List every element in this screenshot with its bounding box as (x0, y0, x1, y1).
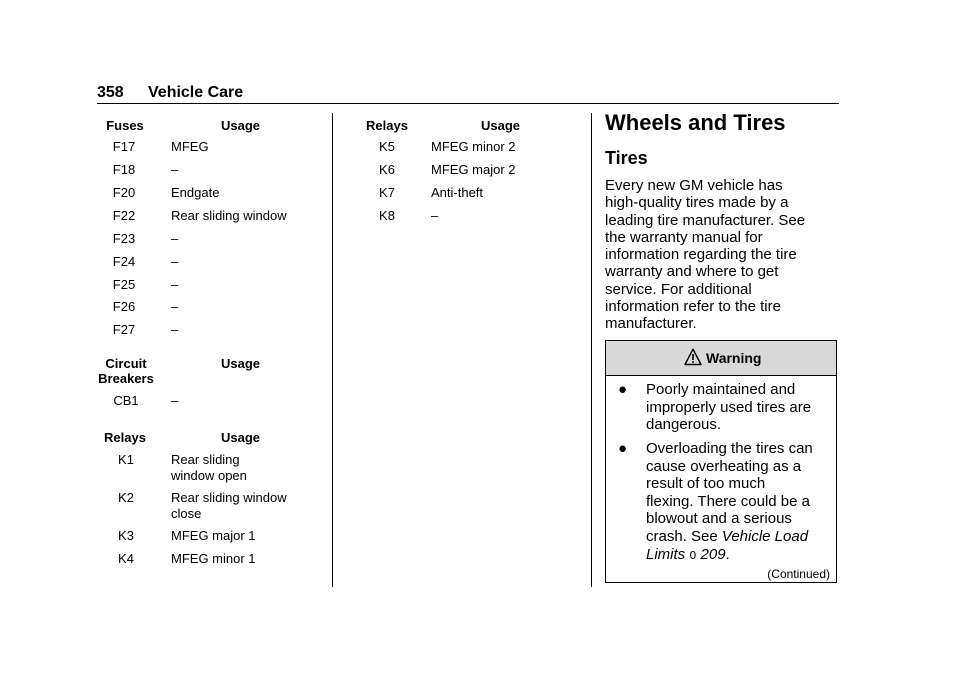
table-row-id: F22 (112, 208, 136, 223)
subsection-heading: Tires (605, 148, 648, 168)
continued-label: (Continued) (767, 567, 830, 581)
table-row-id: K5 (379, 139, 395, 154)
vehicle-load-limits-link[interactable]: Vehicle Load (721, 527, 809, 545)
warning-line: improperly used tires are (646, 398, 812, 416)
table-row-usage: MFEG major 1 (171, 528, 256, 543)
page-ref-icon: 0 (689, 548, 697, 562)
warning-line: Poorly maintained and (646, 381, 796, 398)
warning-line-text: crash. See (646, 527, 722, 545)
warning-label: Warning (706, 350, 762, 366)
column-divider-1 (332, 113, 333, 587)
table-row-usage-line1: Rear sliding (171, 452, 240, 467)
table-row-usage: – (171, 254, 179, 269)
table-row-id: K1 (118, 452, 134, 467)
table-row-id: F27 (112, 322, 136, 337)
warning-bullet-2 (646, 440, 832, 564)
breakers-col-header-line2: Breakers (98, 371, 154, 386)
table-row-usage: – (431, 208, 439, 223)
table-row-id: F18 (112, 162, 136, 177)
table-row-usage: MFEG minor 1 (171, 551, 256, 566)
warning-line (646, 546, 832, 565)
table-row-usage: Anti-theft (431, 185, 484, 200)
column-divider-2 (591, 113, 592, 587)
table-row-usage: – (171, 299, 179, 314)
table-row-id: F26 (112, 299, 136, 314)
table-row-id: F20 (112, 185, 136, 200)
paragraph-line: high-quality tires made by a (605, 194, 789, 212)
warning-line: flexing. There could be a (646, 492, 810, 510)
paragraph-line: manufacturer. (605, 315, 697, 333)
table-row-usage: – (171, 277, 179, 292)
table-row-id: K3 (118, 528, 134, 543)
usage-col-header: Usage (481, 118, 521, 133)
warning-line: Overloading the tires can (646, 440, 813, 457)
vehicle-load-limits-link[interactable]: Limits (646, 545, 686, 563)
table-row-usage-line2: window open (171, 468, 247, 483)
table-row-usage: – (171, 393, 179, 408)
table-row-usage: Endgate (171, 185, 220, 200)
paragraph-line: information regarding the tire (605, 246, 797, 264)
table-row-id: F23 (112, 231, 136, 246)
table-row-id: K2 (118, 490, 134, 505)
table-row-id: F25 (112, 277, 136, 292)
table-row-id: K7 (379, 185, 395, 200)
header-rule (97, 103, 839, 104)
table-row-usage: – (171, 322, 179, 337)
breakers-col-header-line1: Circuit (105, 356, 147, 371)
relays-col-header: Relays (366, 118, 408, 133)
table-row-id: F24 (112, 254, 136, 269)
section-heading: Wheels and Tires (605, 110, 786, 135)
relays-col-header: Relays (104, 430, 146, 445)
table-row-id: K6 (379, 162, 395, 177)
section-title: Vehicle Care (148, 84, 244, 101)
usage-col-header: Usage (221, 430, 261, 445)
table-row-id: F17 (112, 139, 136, 154)
warning-icon (684, 348, 702, 366)
usage-col-header: Usage (221, 356, 261, 371)
warning-header (606, 341, 836, 376)
table-row-id: K8 (379, 208, 395, 223)
warning-box (605, 340, 837, 583)
period: . (725, 545, 730, 563)
paragraph-line: information refer to the tire (605, 298, 781, 316)
paragraph-line: leading tire manufacturer. See (605, 211, 806, 229)
table-row-id: K4 (118, 551, 134, 566)
table-row-usage: MFEG major 2 (431, 162, 516, 177)
table-row-usage: – (171, 231, 179, 246)
warning-line: cause overheating as a (646, 457, 802, 475)
table-row-usage: MFEG minor 2 (431, 139, 516, 154)
paragraph-line: the warranty manual for (605, 228, 763, 246)
table-row-usage-line2: close (171, 506, 202, 521)
warning-bullet-1 (646, 381, 832, 434)
table-row-usage-line1: Rear sliding window (171, 490, 287, 505)
table-row-usage: MFEG (171, 139, 209, 154)
table-row-id: CB1 (113, 393, 139, 408)
bullet-icon: ● (618, 381, 628, 398)
warning-line (646, 528, 832, 546)
warning-line: blowout and a serious (646, 510, 792, 528)
warning-line: dangerous. (646, 416, 722, 434)
table-row-usage: Rear sliding window (171, 208, 287, 223)
bullet-icon: ● (618, 440, 628, 457)
tires-paragraph (605, 177, 825, 333)
table-row-usage: – (171, 162, 179, 177)
paragraph-line: Every new GM vehicle has (605, 177, 783, 194)
warning-line: result of too much (646, 475, 766, 493)
page-ref-number[interactable]: 209 (700, 545, 726, 563)
paragraph-line: warranty and where to get (605, 263, 779, 281)
fuses-col-header: Fuses (106, 118, 144, 133)
page-number: 358 (97, 84, 124, 101)
usage-col-header: Usage (221, 118, 261, 133)
paragraph-line: service. For additional (605, 280, 752, 298)
